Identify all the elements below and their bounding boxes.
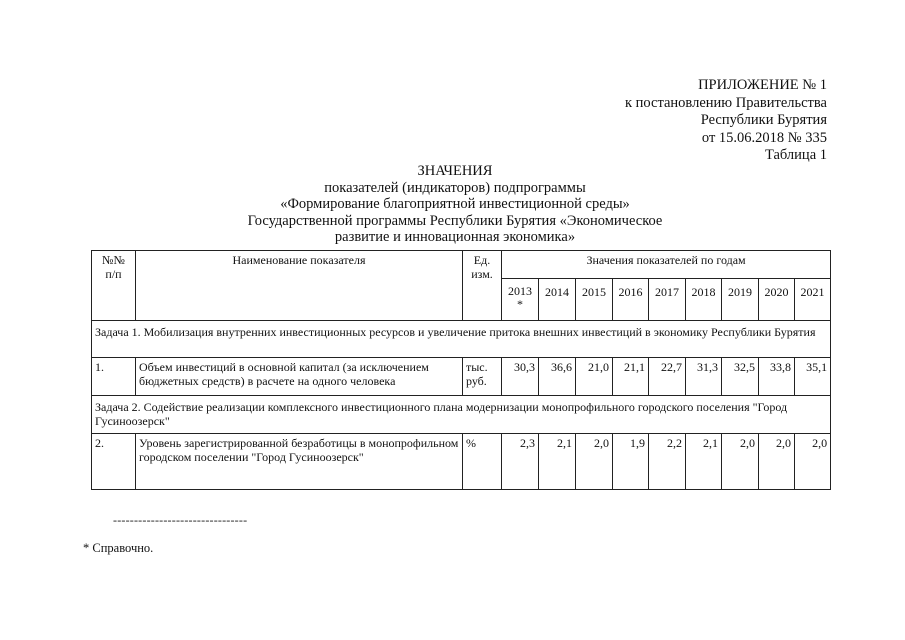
header-year: 2017 [649, 279, 686, 321]
unit-cell: % [463, 434, 502, 490]
appendix-title: ПРИЛОЖЕНИЕ № 1 [698, 77, 827, 93]
value-cell: 2,0 [576, 434, 613, 490]
header-year: 2013 * [502, 279, 539, 321]
row-num: 1. [92, 358, 136, 396]
value-cell: 32,5 [722, 358, 759, 396]
header-year: 2015 [576, 279, 613, 321]
unit-cell: тыс. руб. [463, 358, 502, 396]
value-cell: 2,1 [539, 434, 576, 490]
appendix-date: от 15.06.2018 № 335 [701, 129, 827, 146]
value-cell: 1,9 [613, 434, 649, 490]
value-cell: 2,2 [649, 434, 686, 490]
header-year: 2016 [613, 279, 649, 321]
value-cell: 21,1 [613, 358, 649, 396]
header-year: 2014 [539, 279, 576, 321]
heading-line-4: Государственной программы Республики Бурятия «Экономическое [247, 212, 663, 229]
footnote: * Справочно. [83, 541, 154, 555]
value-cell: 33,8 [759, 358, 795, 396]
appendix-resolution-ref: к постановлению Правительства [625, 94, 827, 111]
value-cell: 30,3 [502, 358, 539, 396]
value-cell: 21,0 [576, 358, 613, 396]
value-cell: 2,0 [795, 434, 831, 490]
value-cell: 2,0 [759, 434, 795, 490]
value-cell: 31,3 [686, 358, 722, 396]
document-heading [210, 163, 700, 246]
header-year: 2020 [759, 279, 795, 321]
heading-line-3: «Формирование благоприятной инвестиционной среды» [280, 196, 630, 212]
header-indicator-name: Наименование показателя [136, 251, 463, 321]
value-cell: 35,1 [795, 358, 831, 396]
row-num: 2. [92, 434, 136, 490]
indicators-table [91, 250, 831, 490]
value-cell: 36,6 [539, 358, 576, 396]
appendix-republic: Республики Бурятия [700, 112, 827, 128]
table-row [92, 434, 831, 490]
header-year: 2019 [722, 279, 759, 321]
value-cell: 2,1 [686, 434, 722, 490]
header-unit: Ед. изм. [463, 251, 502, 321]
table-row [92, 358, 831, 396]
task-2-row: Задача 2. Содействие реализации комплексного инвестиционного плана модернизации монопрофильного городского поселения "Город Гусиноозерск" [92, 396, 831, 434]
value-cell: 2,3 [502, 434, 539, 490]
value-cell: 2,0 [722, 434, 759, 490]
indicator-name: Уровень зарегистрированной безработицы в монопрофильном городском поселении "Город Гусиноозерск" [136, 434, 463, 490]
header-year: 2018 [686, 279, 722, 321]
value-cell: 22,7 [649, 358, 686, 396]
heading-title: ЗНАЧЕНИЯ [417, 163, 493, 179]
appendix-block [625, 77, 827, 165]
heading-line-5: развитие и инновационная экономика» [334, 229, 576, 245]
table-number: Таблица 1 [764, 147, 827, 163]
header-values-by-year: Значения показателей по годам [502, 251, 831, 279]
header-num: №№ п/п [92, 251, 136, 321]
footnote-divider: -------------------------------- [113, 513, 248, 527]
header-year: 2021 [795, 279, 831, 321]
indicator-name: Объем инвестиций в основной капитал (за исключением бюджетных средств) в расчете на одного человека [136, 358, 463, 396]
heading-line-2: показателей (индикаторов) подпрограммы [324, 179, 586, 196]
task-1-row: Задача 1. Мобилизация внутренних инвестиционных ресурсов и увеличение притока внешних инвестиций в экономику Республики Бурятия [92, 321, 831, 358]
